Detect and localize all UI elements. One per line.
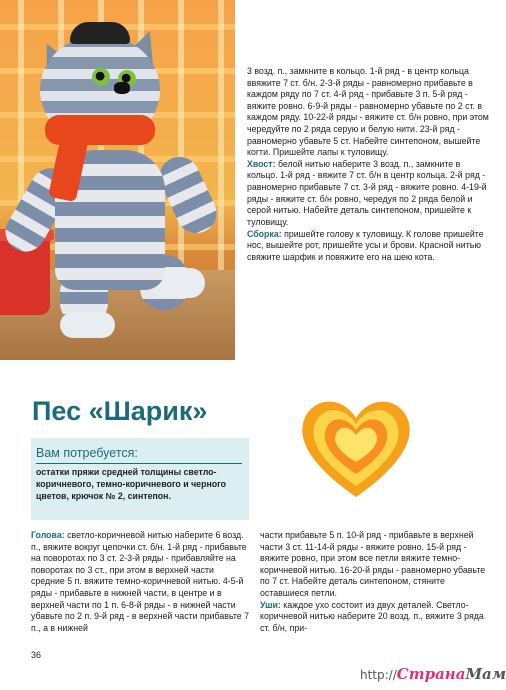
assembly-label: Сборка: bbox=[247, 228, 282, 239]
materials-text: остатки пряжи средней толщины светло-коричневого, темно-коричневого и черного цветов, крючок № 2, синтепон. bbox=[36, 467, 227, 501]
watermark-prefix: http:// bbox=[360, 668, 397, 682]
tail-text: белой нитью наберите 3 возд. п., замкните в кольцо. 1-й ряд - вяжите 7 ст. б/н в центр кольца. 2-й ряд - равномерно прибавьте 7 ст. 3-й ряд - вяжите ровно. 4-19-й ряды - вяжите ст. б/н ровно, чередуя по 2 ряда белой и серой нитью. Набейте деталь синтепоном, пришейте к туловищу. bbox=[247, 158, 487, 227]
materials-divider bbox=[36, 463, 242, 464]
assembly-text: пришейте голову к туловищу. К голове пришейте нос, вышейте рот, пришейте усы и брови. Красной нитью свяжите шарфик и повяжите его на шею кота. bbox=[247, 228, 484, 262]
cat-photo bbox=[0, 0, 235, 360]
ears-text: каждое ухо состоит из двух деталей. Светло-коричневой нитью наберите 20 возд. п., вяжите 3 ряда ст. б/н, при- bbox=[260, 599, 484, 633]
assembly-paragraph bbox=[247, 229, 492, 264]
materials-title: Вам потребуется: bbox=[36, 446, 138, 460]
watermark-site: Страна bbox=[396, 665, 466, 683]
cat-eye-left bbox=[92, 68, 110, 86]
cat-nose bbox=[114, 82, 130, 94]
dog-continued-instructions bbox=[260, 530, 492, 634]
head-text: светло-коричневой нитью наберите 6 возд. п., вяжите вокруг цепочки ст. б/н. 1-й ряд - прибавьте на поворотах по 3 ст. 2-3-й ряды - прибавляйте на поворотах по 3 ст., при этом в верхней части средние 5 п. вяжите темно-коричневой нитью. 4-5-й ряды - прибавьте в нижней части, в центре и в верхней части по 1 п. 6-8-й ряды - в нижней части убавьте по 2 п. 9-й ряд - в верхней части прибавьте 7 п., а в нижней bbox=[31, 530, 250, 633]
cat-left-paw bbox=[60, 312, 115, 338]
watermark-brand: Мам bbox=[465, 665, 506, 683]
section-title: Пес «Шарик» bbox=[32, 396, 208, 426]
cat-instructions bbox=[247, 66, 492, 263]
dog-head-instructions bbox=[31, 530, 249, 634]
head-continued-paragraph: части прибавьте 5 п. 10-й ряд - прибавьте в верхней части 3 ст. 11-14-й ряды - вяжите ровно. 15-й ряд - вяжите ровно, при этом все петли вяжите темно-коричневой нитью. 16-20-й ряды - равномерно убавьте по 7 ст. Набейте деталь синтепоном, стяните оставшиеся петли. bbox=[260, 530, 486, 599]
heart-illustration bbox=[296, 392, 416, 502]
tail-label: Хвост: bbox=[247, 158, 276, 169]
page-number: 36 bbox=[31, 650, 42, 660]
ears-label: Уши: bbox=[260, 599, 281, 610]
watermark bbox=[360, 665, 506, 683]
paws-paragraph: 3 возд. п., замкните в кольцо. 1-й ряд - в центр кольца ввяжите 7 ст. б/н. 2-3-й ряды - равномерно прибавьте в каждом ряду по 7 ст. 4-й ряд - прибавьте 3 п. 5-й ряд - вяжите ровно. 6-9-й ряды - равномерно убавьте по 2 ст. в каждом ряду. 10-22-й ряды - вяжите ст. б/н ровно, при этом чередуйте по 2 ряда серую и белую нити. 23-й ряд - равномерно убавьте 5 ст. Набейте синтепоном, вышейте когти. Пришейте лапы к туловищу. bbox=[247, 66, 489, 158]
head-label: Голова: bbox=[31, 530, 65, 540]
tail-paragraph bbox=[247, 159, 492, 229]
cat-cap bbox=[70, 22, 130, 44]
ears-paragraph bbox=[260, 600, 492, 635]
